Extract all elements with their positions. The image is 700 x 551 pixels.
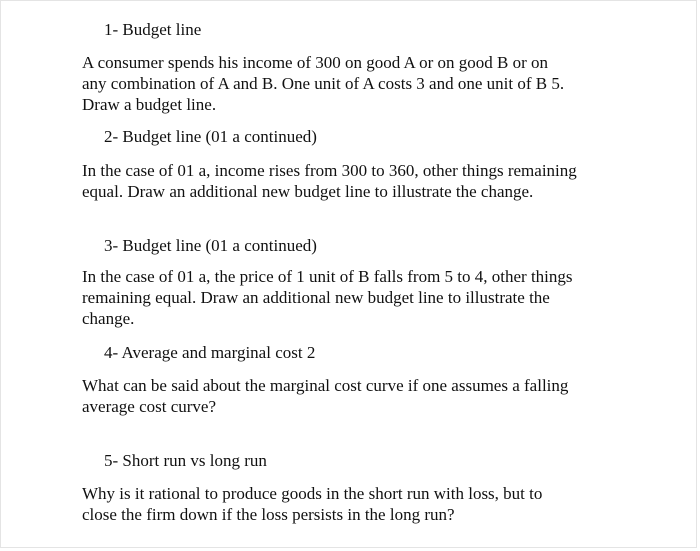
section-2-body (82, 160, 577, 202)
section-3-line-1: In the case of 01 a, the price of 1 unit of B falls from 5 to 4, other things (82, 267, 573, 286)
section-1-heading: 1- Budget line (104, 20, 202, 39)
section-5-line-2: close the firm down if the loss persists in the long run? (82, 505, 455, 524)
section-1-line-2: any combination of A and B. One unit of A costs 3 and one unit of B 5. (82, 74, 565, 93)
section-2-line-2: equal. Draw an additional new budget line to illustrate the change. (82, 182, 534, 201)
section-4-body (82, 375, 568, 417)
section-5-heading: 5- Short run vs long run (104, 451, 267, 470)
section-4-line-1: What can be said about the marginal cost curve if one assumes a falling (82, 376, 569, 395)
section-1-line-1: A consumer spends his income of 300 on good A or on good B or on (82, 53, 549, 72)
section-5-line-1: Why is it rational to produce goods in the short run with loss, but to (82, 484, 543, 503)
section-2-line-1: In the case of 01 a, income rises from 300 to 360, other things remaining (82, 161, 577, 180)
section-3-heading: 3- Budget line (01 a continued) (104, 236, 317, 255)
section-3-body (82, 266, 573, 329)
section-3-line-2: remaining equal. Draw an additional new budget line to illustrate the (82, 288, 550, 307)
section-5-body (82, 483, 542, 525)
section-3-line-3: change. (82, 309, 135, 328)
section-4-line-2: average cost curve? (82, 397, 217, 416)
section-1-body (82, 52, 564, 115)
section-4-heading: 4- Average and marginal cost 2 (104, 343, 316, 362)
section-1-line-3: Draw a budget line. (82, 95, 217, 114)
section-2-heading: 2- Budget line (01 a continued) (104, 127, 317, 146)
